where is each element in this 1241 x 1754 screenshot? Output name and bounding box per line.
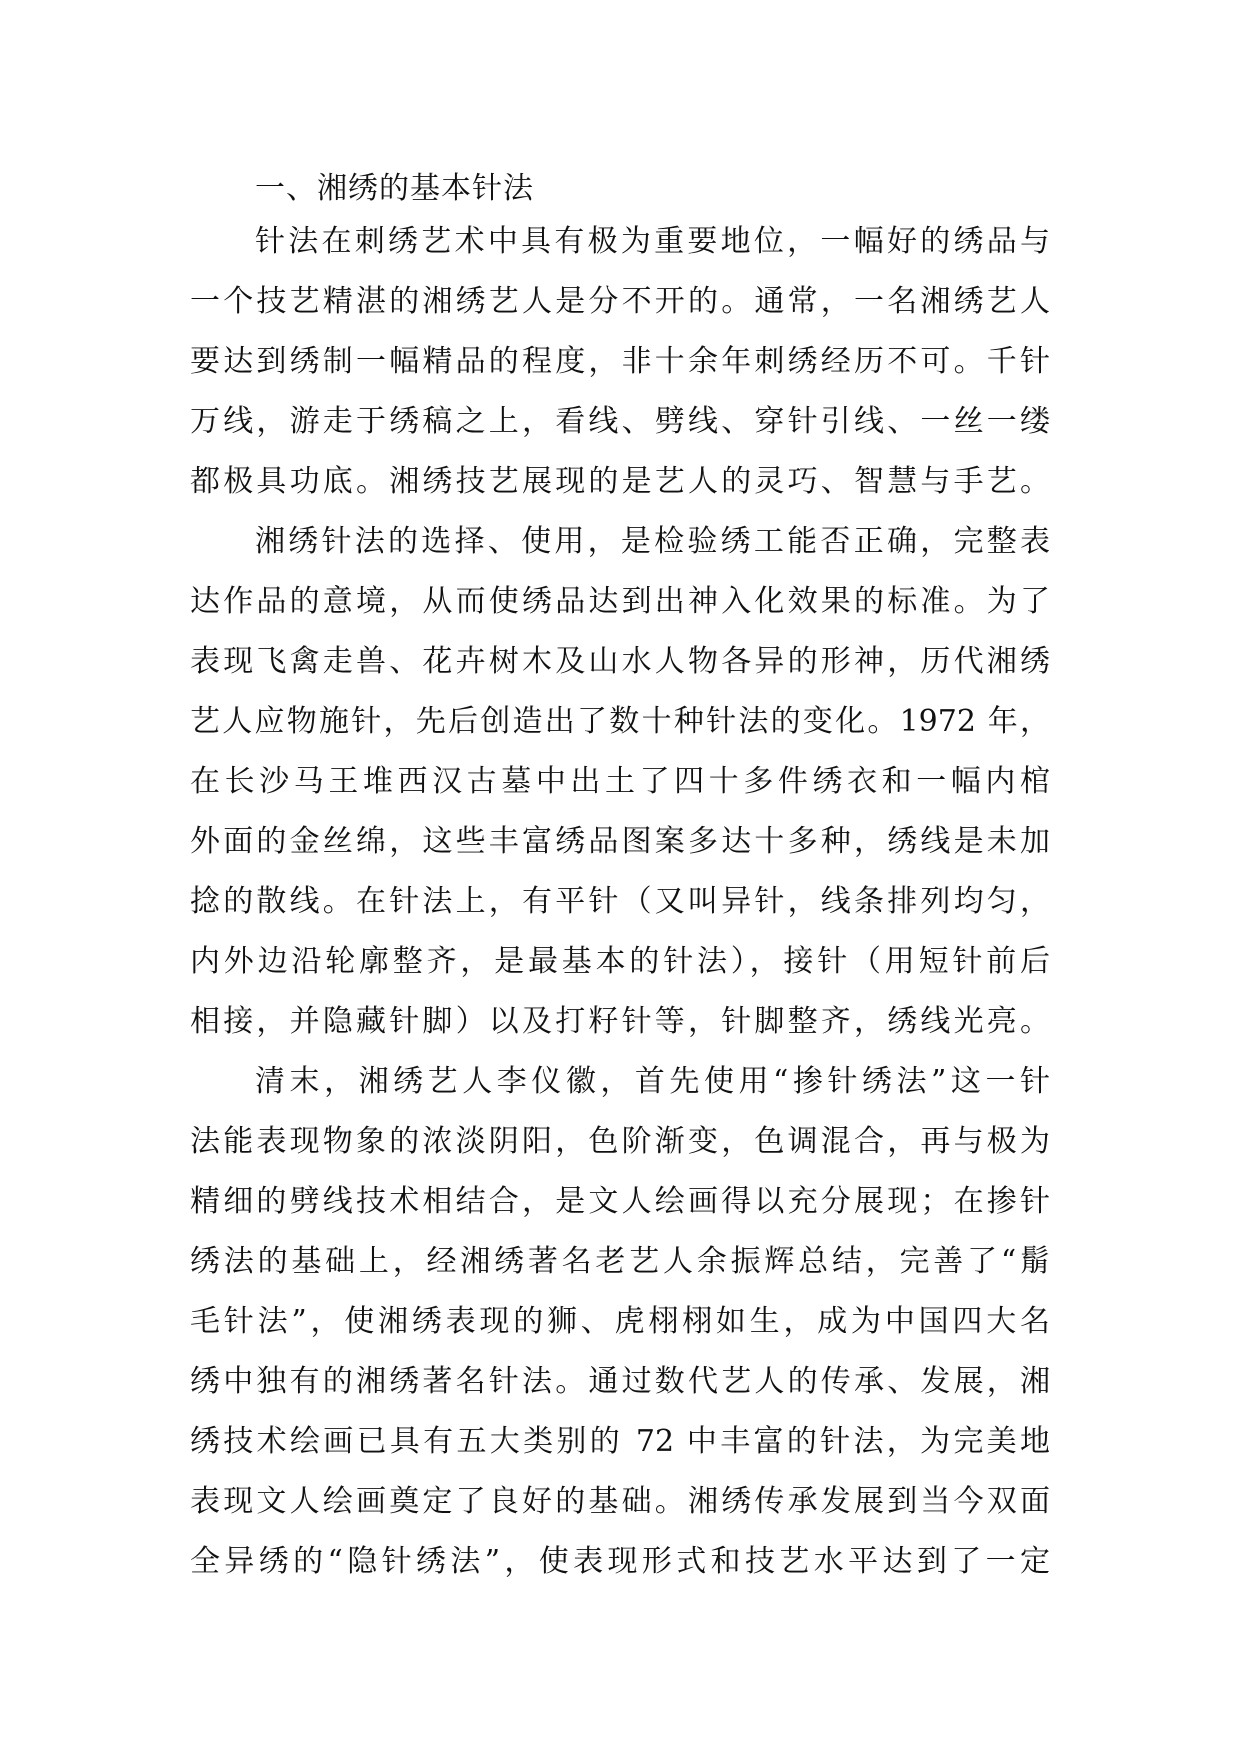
text-line: 湘绣针法的选择、使用，是检验绣工能否正确，完整表 bbox=[255, 524, 1050, 559]
paragraph bbox=[190, 1052, 1050, 1592]
document-body bbox=[190, 212, 1050, 1592]
section-heading: 一、湘绣的基本针法 bbox=[255, 171, 534, 206]
text-line: 绣法的基础上，经湘绣著名老艺人余振辉总结，完善了“鬅 bbox=[190, 1244, 1050, 1279]
text-line: 万线，游走于绣稿之上，看线、劈线、穿针引线、一丝一缕 bbox=[190, 404, 1050, 439]
text-line: 针法在刺绣艺术中具有极为重要地位，一幅好的绣品与 bbox=[255, 224, 1050, 259]
paragraph bbox=[190, 512, 1050, 1052]
text-line: 全异绣的“隐针绣法”，使表现形式和技艺水平达到了一定 bbox=[190, 1544, 1050, 1579]
text-line: 在长沙马王堆西汉古墓中出土了四十多件绣衣和一幅内棺 bbox=[190, 764, 1050, 799]
text-line: 毛针法”，使湘绣表现的狮、虎栩栩如生，成为中国四大名 bbox=[190, 1304, 1050, 1339]
text-line: 都极具功底。湘绣技艺展现的是艺人的灵巧、智慧与手艺。 bbox=[190, 464, 1050, 499]
text-line: 相接，并隐藏针脚）以及打籽针等，针脚整齐，绣线光亮。 bbox=[190, 1004, 1050, 1039]
text-line: 一个技艺精湛的湘绣艺人是分不开的。通常，一名湘绣艺人 bbox=[190, 284, 1050, 319]
text-line: 清末，湘绣艺人李仪徽，首先使用“掺针绣法”这一针 bbox=[255, 1064, 1050, 1099]
text-line: 要达到绣制一幅精品的程度，非十余年刺绣经历不可。千针 bbox=[190, 344, 1050, 379]
text-line: 法能表现物象的浓淡阴阳，色阶渐变，色调混合，再与极为 bbox=[190, 1124, 1050, 1159]
text-line: 精细的劈线技术相结合，是文人绘画得以充分展现；在掺针 bbox=[190, 1184, 1050, 1219]
text-line: 内外边沿轮廓整齐，是最基本的针法），接针（用短针前后 bbox=[190, 944, 1050, 979]
text-line: 外面的金丝绵，这些丰富绣品图案多达十多种，绣线是未加 bbox=[190, 824, 1050, 859]
text-line: 达作品的意境，从而使绣品达到出神入化效果的标准。为了 bbox=[190, 584, 1050, 619]
text-line: 艺人应物施针，先后创造出了数十种针法的变化。1972 年， bbox=[190, 704, 1050, 739]
text-line: 绣技术绘画已具有五大类别的 72 中丰富的针法，为完美地 bbox=[190, 1424, 1050, 1459]
text-line: 表现飞禽走兽、花卉树木及山水人物各异的形神，历代湘绣 bbox=[190, 644, 1050, 679]
text-line: 表现文人绘画奠定了良好的基础。湘绣传承发展到当今双面 bbox=[190, 1484, 1050, 1519]
paragraph bbox=[190, 212, 1050, 512]
text-line: 绣中独有的湘绣著名针法。通过数代艺人的传承、发展，湘 bbox=[190, 1364, 1050, 1399]
text-line: 捻的散线。在针法上，有平针（又叫异针，线条排列均匀， bbox=[190, 884, 1050, 919]
